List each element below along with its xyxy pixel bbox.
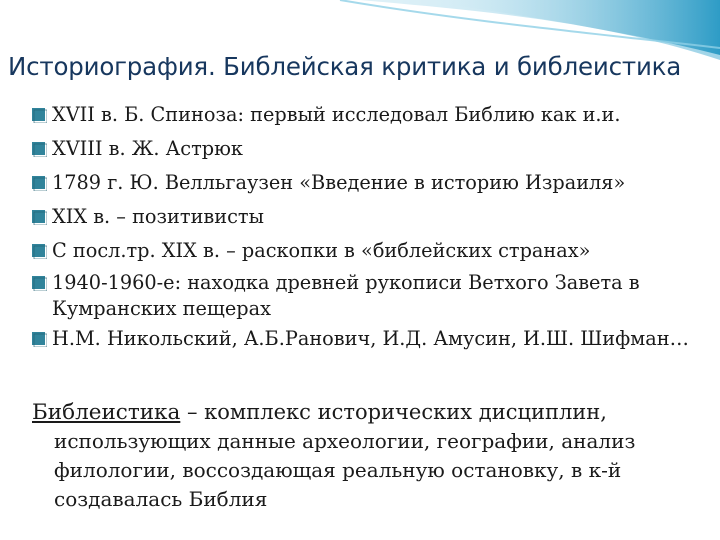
definition-continuation: использующих данные археологии, географии, анализ филологии, воссоздающая реальную остановку, в к-й создавалась Библия: [54, 429, 636, 511]
bullet-item: [0, 326, 720, 352]
bullet-item: [0, 236, 720, 266]
bullet-text: XVII в. Б. Спиноза: первый исследовал Библию как и.и.: [52, 103, 621, 126]
square-bullet-icon: [32, 276, 47, 291]
square-bullet-icon: [32, 108, 47, 123]
definition-term: Библеистика: [32, 400, 181, 425]
square-bullet-icon: [32, 210, 47, 225]
slide-title: Историография. Библейская критика и библеистика: [8, 52, 682, 81]
bullet-text: XIX в. – позитивисты: [52, 205, 264, 228]
bullet-text: Н.М. Никольский, А.Б.Ранович, И.Д. Амусин, И.Ш. Шифман…: [52, 327, 689, 350]
bullet-text: XVIII в. Ж. Астрюк: [52, 137, 243, 160]
square-bullet-icon: [32, 244, 47, 259]
square-bullet-icon: [32, 332, 47, 347]
bullet-item: [0, 168, 720, 198]
bullet-text: 1789 г. Ю. Велльгаузен «Введение в историю Израиля»: [52, 171, 626, 194]
definition-paragraph: [32, 398, 692, 514]
bullet-item: [0, 202, 720, 232]
bullet-item: [0, 270, 720, 322]
bullet-text: 1940-1960-е: находка древней рукописи Ветхого Завета в Кумранских пещерах: [52, 271, 640, 320]
definition-first-line: – комплекс исторических дисциплин,: [180, 400, 607, 424]
bullet-item: [0, 134, 720, 164]
bullet-list: [0, 100, 720, 356]
square-bullet-icon: [32, 142, 47, 157]
bullet-text: С посл.тр. XIX в. – раскопки в «библейских странах»: [52, 239, 591, 262]
bullet-item: [0, 100, 720, 130]
square-bullet-icon: [32, 176, 47, 191]
